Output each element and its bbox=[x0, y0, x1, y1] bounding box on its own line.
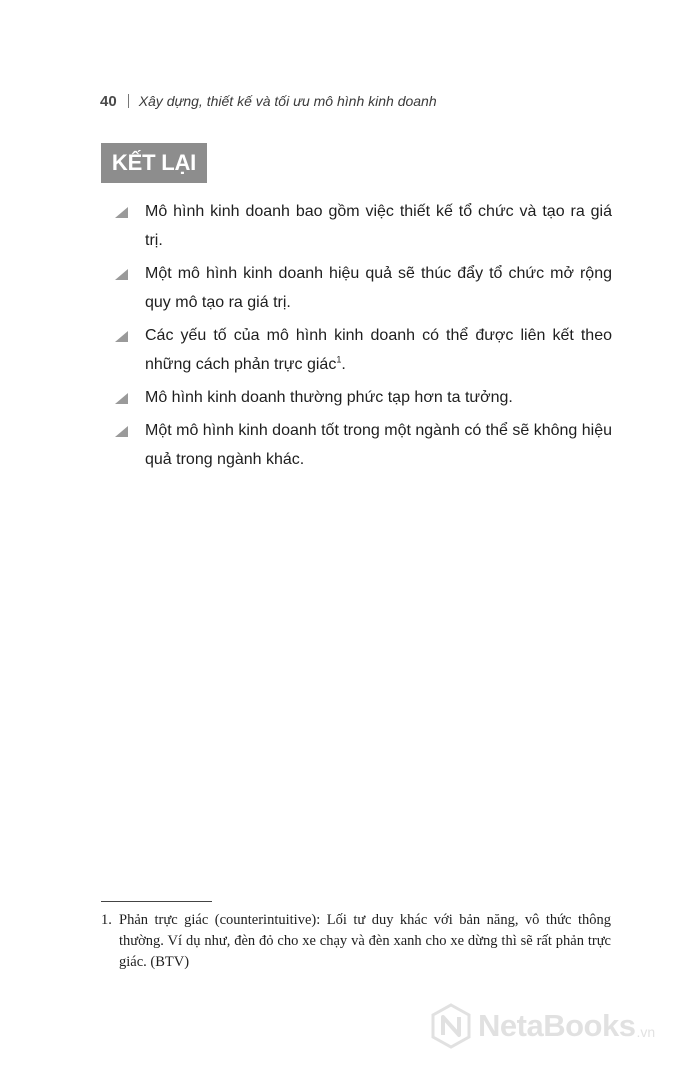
watermark-suffix: .vn bbox=[636, 1024, 656, 1040]
triangle-bullet-icon bbox=[115, 269, 128, 280]
summary-item bbox=[115, 197, 612, 255]
triangle-bullet-icon bbox=[115, 207, 128, 218]
book-title: Xây dựng, thiết kế và tối ưu mô hình kinh doanh bbox=[138, 93, 437, 109]
netabooks-logo-icon bbox=[430, 1003, 472, 1049]
triangle-bullet-icon bbox=[115, 331, 128, 342]
summary-item-text: Các yếu tố của mô hình kinh doanh có thể được liên kết theo những cách phản trực giác bbox=[145, 327, 612, 373]
footnote-reference[interactable]: 1 bbox=[336, 354, 342, 365]
watermark bbox=[430, 1003, 655, 1049]
triangle-bullet-icon bbox=[115, 393, 128, 404]
summary-item-text: Một mô hình kinh doanh hiệu quả sẽ thúc đẩy tổ chức mở rộng quy mô tạo ra giá trị. bbox=[145, 265, 612, 311]
summary-item bbox=[115, 383, 612, 412]
summary-list bbox=[115, 197, 612, 478]
summary-item-text: Mô hình kinh doanh thường phức tạp hơn ta tưởng. bbox=[145, 389, 513, 406]
watermark-text: NetaBooks bbox=[478, 1008, 636, 1043]
footnote-text: Phản trực giác (counterintuitive): Lối tư duy khác với bản năng, vô thức thông thường. Ví dụ như, đèn đỏ cho xe chạy và đèn xanh cho xe dừng thì sẽ rất phản trực giác. (BTV) bbox=[119, 912, 611, 970]
summary-item-text: Mô hình kinh doanh bao gồm việc thiết kế tổ chức và tạo ra giá trị. bbox=[145, 203, 612, 249]
summary-item-tail: . bbox=[341, 356, 346, 373]
header-divider bbox=[128, 94, 129, 108]
footnote-rule bbox=[101, 901, 212, 902]
triangle-bullet-icon bbox=[115, 426, 128, 437]
summary-item bbox=[115, 321, 612, 379]
summary-item-text: Một mô hình kinh doanh tốt trong một ngành có thể sẽ không hiệu quả trong ngành khác. bbox=[145, 422, 612, 468]
summary-item bbox=[115, 259, 612, 317]
page-number: 40 bbox=[100, 92, 117, 110]
running-header bbox=[100, 90, 437, 112]
section-heading: KẾT LẠI bbox=[101, 143, 207, 183]
footnote-marker: 1. bbox=[101, 912, 112, 928]
summary-item bbox=[115, 416, 612, 474]
footnote bbox=[101, 910, 611, 973]
